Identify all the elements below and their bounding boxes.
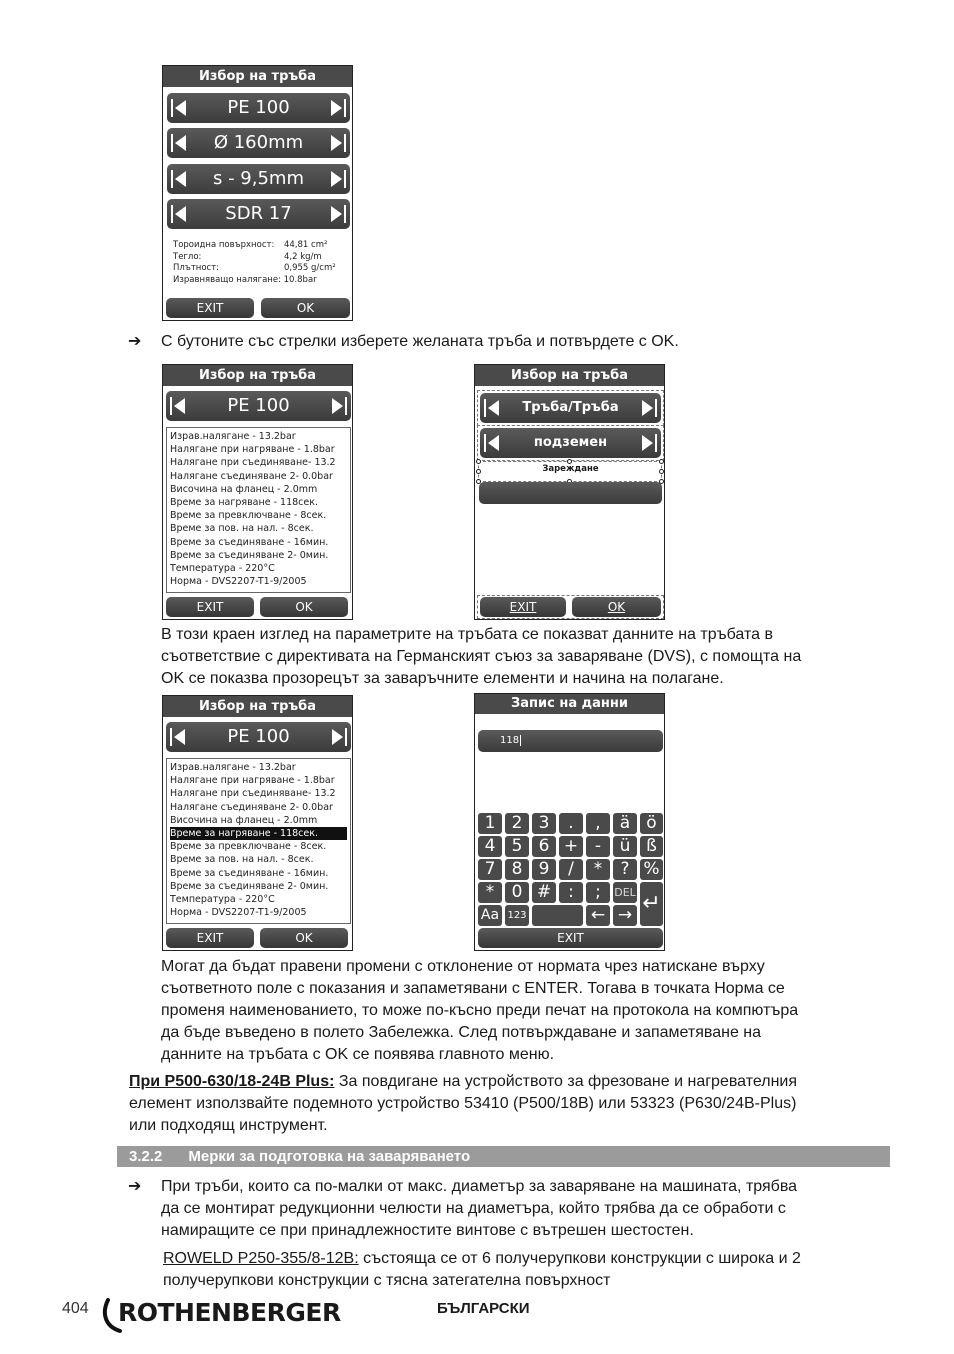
input-value: 118 [500,735,520,746]
arrow-right-icon[interactable] [331,171,342,187]
key-space[interactable] [532,905,583,926]
joint-type-selector[interactable] [480,393,661,423]
arrow-left-icon[interactable] [171,205,173,223]
instruction-text: С бутоните със стрелки изберете желаната тръба и потвърдете с OK. [161,333,679,350]
arrow-left-icon[interactable] [175,206,186,222]
key-o-umlaut[interactable]: ö [640,813,663,834]
arrow-right-icon[interactable] [642,400,653,416]
parameter-item[interactable]: Височина на фланец - 2.0mm [170,483,318,495]
selector-value: PE 100 [227,726,290,747]
info-value: 4,2 kg/m [284,251,322,262]
brand-logo: ROTHENBERGER [118,1298,341,1327]
parameter-item[interactable]: Норма - DVS2207-T1-9/2005 [170,907,307,919]
paragraph-line: съответствие с директивата на Германският съюз за заваряване (DVS), с помощта на [161,648,802,665]
parameter-item[interactable]: Височина на фланец - 2.0mm [170,814,318,826]
parameter-item[interactable]: Израв.налягане - 13.2bar [170,431,296,442]
enter-key[interactable] [640,882,663,926]
selector-value: PE 100 [227,97,290,118]
plus-note-text: За повдигане на устройството за фрезоване и нагревателния [334,1073,798,1090]
key-8[interactable]: 8 [505,859,529,880]
parameter-item[interactable]: Време за нагряване - 118сек. [170,497,318,509]
key-dot[interactable]: . [559,813,583,834]
parameter-list[interactable] [166,758,351,924]
arrow-right-icon[interactable] [331,206,342,222]
pipe-info [173,240,351,290]
parameter-list[interactable] [166,427,351,593]
ok-button[interactable]: OK [260,597,348,617]
diameter-selector[interactable] [167,128,350,158]
paragraph-line: съответното поле с показания и запаметявани с ENTER. Тогава в точката Норма се [161,980,785,997]
key-slash[interactable]: / [559,859,583,880]
arrow-right-icon[interactable] [655,434,657,452]
key-2[interactable]: 2 [505,813,529,834]
reduction-jaws-text [161,1176,901,1242]
arrow-left-icon[interactable] [175,171,186,187]
ok-label: OK [607,600,626,614]
parameter-item-selected[interactable]: Време за нагряване - 118сек. [170,827,347,840]
material-selector[interactable] [167,93,350,123]
key-hash[interactable]: # [532,882,556,903]
ok-button[interactable]: OK [261,298,350,318]
paragraph-line: Могат да бъдат правени промени с отклонение от нормата чрез натискане върху [161,958,765,975]
wall-thickness-selector[interactable] [167,164,350,194]
key-plus[interactable]: + [559,836,583,857]
info-key: Изравняващо налягане: 10.8bar [173,274,317,285]
arrow-left-icon[interactable] [171,170,173,188]
loading-label: Зареждане [542,464,599,474]
arrow-left-icon[interactable] [174,729,185,745]
parameter-item[interactable]: Температура - 220°C [170,563,275,575]
parameter-item[interactable]: Налягане при съединяване- 13.2 [170,457,336,469]
pipe-parameters-screen [162,364,353,620]
arrow-left-icon[interactable] [171,99,173,117]
value-input[interactable] [478,730,663,752]
arrow-right-icon[interactable] [345,397,347,415]
arrow-left-icon[interactable] [175,135,186,151]
exit-button[interactable]: EXIT [166,298,254,318]
arrow-left-icon[interactable] [175,100,186,116]
ok-button[interactable] [572,597,661,617]
material-selector[interactable] [166,391,351,421]
parameter-item[interactable]: Време за превключване - 8сек. [170,510,327,522]
installation-selector[interactable] [480,428,661,458]
key-9[interactable]: 9 [532,859,556,880]
arrow-right-icon[interactable] [331,135,342,151]
screen-title: Избор на тръба [163,696,352,717]
exit-button[interactable]: EXIT [166,928,254,948]
parameter-item[interactable]: Време за превключване - 8сек. [170,841,327,853]
enter-icon: ↵ [642,891,661,916]
arrow-left-icon[interactable] [174,398,185,414]
info-value: 0,955 g/cm² [284,263,336,273]
screen-title: Запис на данни [475,694,664,714]
ok-button[interactable]: OK [260,928,348,948]
paragraph-line: В този краен изглед на параметрите на тръбата се показват данните на тръбата в [161,626,773,643]
key-percent[interactable]: % [640,859,663,880]
roweld-text: състояща се от 6 получерупкови конструкции с широка и 2 [358,1250,801,1267]
parameter-item[interactable]: Налягане съединяване 2- 0.0bar [170,801,333,813]
plus-note-label: При P500-630/18-24B Plus: [129,1073,335,1090]
arrow-right-icon[interactable] [642,435,653,451]
arrow-right-icon[interactable] [344,205,346,223]
parameter-item[interactable]: Израв.налягане - 13.2bar [170,762,296,773]
arrow-left-icon[interactable] [171,134,173,152]
parameter-item[interactable]: Налягане при нагряване - 1.8bar [170,444,335,456]
screen-title: Избор на тръба [163,66,352,87]
arrow-right-icon[interactable] [344,170,346,188]
arrow-right-icon[interactable] [344,134,346,152]
exit-label: EXIT [509,600,537,614]
plus-note [129,1071,899,1137]
key-cursor-left[interactable] [586,905,610,926]
arrow-left-icon[interactable] [488,400,499,416]
info-key: Тегло: [173,251,202,262]
exit-button[interactable]: EXIT [166,597,254,617]
arrow-left-icon[interactable] [170,397,172,415]
info-value: 44,81 cm² [284,240,328,250]
screen-title: Избор на тръба [163,365,352,386]
key-6[interactable]: 6 [532,836,556,857]
left-arrow-icon: ← [590,905,606,925]
key-1[interactable]: 1 [478,813,502,834]
welding-elements-screen [474,364,665,620]
roweld-text: получерупкови конструкции с тясна затегателна повърхност [163,1272,611,1289]
paragraph-line: данните на тръбата с OK се появява главното меню. [161,1046,555,1063]
arrow-left-icon[interactable] [484,399,486,417]
info-key: Плътност: [173,263,220,273]
parameter-item[interactable]: Време за съединяване - 16мин. [170,867,329,879]
section-heading [117,1146,890,1167]
selector-value: Тръба/Тръба [522,400,619,415]
paragraph-line: намиращите се при принадлежностите винтове с вътрешен шестостен. [161,1222,694,1239]
key-case-toggle[interactable]: Aa [478,905,502,926]
paragraph-changes [161,956,901,1066]
key-colon[interactable]: : [559,882,583,903]
parameter-item[interactable]: Време за пов. на нал. - 8сек. [170,854,314,866]
selector-value: подземен [533,435,608,450]
data-entry-screen [474,693,665,951]
selector-value: Ø 160mm [213,132,304,153]
arrow-left-icon[interactable] [488,435,499,451]
key-7[interactable]: 7 [478,859,502,880]
parameter-item[interactable]: Налягане при нагряване - 1.8bar [170,775,335,787]
selector-value: PE 100 [227,395,290,416]
selector-value: s - 9,5mm [212,168,304,189]
key-semicolon[interactable]: ; [586,882,610,903]
empty-selector[interactable] [479,482,662,504]
parameter-item[interactable]: Температура - 220°C [170,894,275,906]
arrow-left-icon[interactable] [484,434,486,452]
section-title: Мерки за подготовка на заваряването [188,1148,471,1165]
parameter-item[interactable]: Налягане съединяване 2- 0.0bar [170,470,333,482]
key-sharp-s[interactable]: ß [640,836,663,857]
sdr-selector[interactable] [167,199,350,229]
key-question[interactable]: ? [613,859,637,880]
section-number: 3.2.2 [129,1148,163,1165]
key-3[interactable]: 3 [532,813,556,834]
arrow-bullet-icon: ➔ [128,1176,142,1195]
pipe-selection-screen-1 [162,65,353,321]
key-a-umlaut[interactable]: ä [613,813,637,834]
key-numeric-toggle[interactable]: 123 [505,905,529,926]
parameter-item[interactable]: Време за съединяване - 16мин. [170,536,329,548]
key-cursor-right[interactable] [613,905,637,926]
language-label: БЪЛГАРСКИ [437,1300,530,1317]
key-asterisk[interactable]: * [586,859,610,880]
arrow-right-icon[interactable] [332,398,343,414]
right-arrow-icon: → [617,905,633,925]
plus-note-text: или подходящ инструмент. [129,1117,328,1134]
key-0[interactable]: 0 [505,882,529,903]
arrow-right-icon[interactable] [332,729,343,745]
parameter-item[interactable]: Време за пов. на нал. - 8сек. [170,523,314,535]
pipe-parameters-edit-screen [162,695,353,951]
arrow-bullet-icon: ➔ [128,331,142,350]
arrow-right-icon[interactable] [655,399,657,417]
key-minus[interactable]: - [586,836,610,857]
parameter-item[interactable]: Налягане при съединяване- 13.2 [170,788,336,800]
text-cursor [520,735,521,746]
material-selector[interactable] [166,722,351,752]
key-delete[interactable]: DEL [613,882,637,903]
key-5[interactable]: 5 [505,836,529,857]
arrow-left-icon[interactable] [170,728,172,746]
exit-button[interactable] [480,597,566,617]
key-comma[interactable]: , [586,813,610,834]
roweld-label: ROWELD P250-355/8-12B: [163,1250,359,1267]
parameter-item[interactable]: Време за съединяване 2- 0мин. [170,880,329,892]
key-asterisk[interactable]: * [478,882,502,903]
parameter-item[interactable]: Време за съединяване 2- 0мин. [170,549,329,561]
roweld-note [163,1248,903,1292]
selector-value: SDR 17 [225,203,292,224]
key-u-umlaut[interactable]: ü [613,836,637,857]
page-number: 404 [62,1300,89,1317]
arrow-right-icon[interactable] [331,100,342,116]
paragraph-dvs [161,624,901,690]
exit-button[interactable]: EXIT [478,928,663,948]
parameter-item[interactable]: Норма - DVS2207-T1-9/2005 [170,576,307,588]
paragraph-line: При тръби, които са по-малки от макс. диаметър за заваряване на машината, трябва [161,1178,798,1195]
key-4[interactable]: 4 [478,836,502,857]
paragraph-line: да бъде въведено в полето Забележка. След потвърждаване и запаметяване на [161,1024,762,1041]
screen-title: Избор на тръба [475,365,664,386]
arrow-right-icon[interactable] [345,728,347,746]
paragraph-line: да се монтират редукционни челюсти на диаметъра, който трябва да се обработи с [161,1200,786,1217]
paragraph-line: променя наименованието, то може по-късно преди печат на протокола на компютъра [161,1002,799,1019]
paragraph-line: OK се показва прозорецът за заваръчните елементи и начина на полагане. [161,670,724,687]
arrow-right-icon[interactable] [344,99,346,117]
info-key: Тороидна повърхност: [173,240,275,250]
plus-note-text: елемент използвайте подемното устройство 53410 (P500/18B) или 53323 (P630/24B-Plus) [129,1095,797,1112]
